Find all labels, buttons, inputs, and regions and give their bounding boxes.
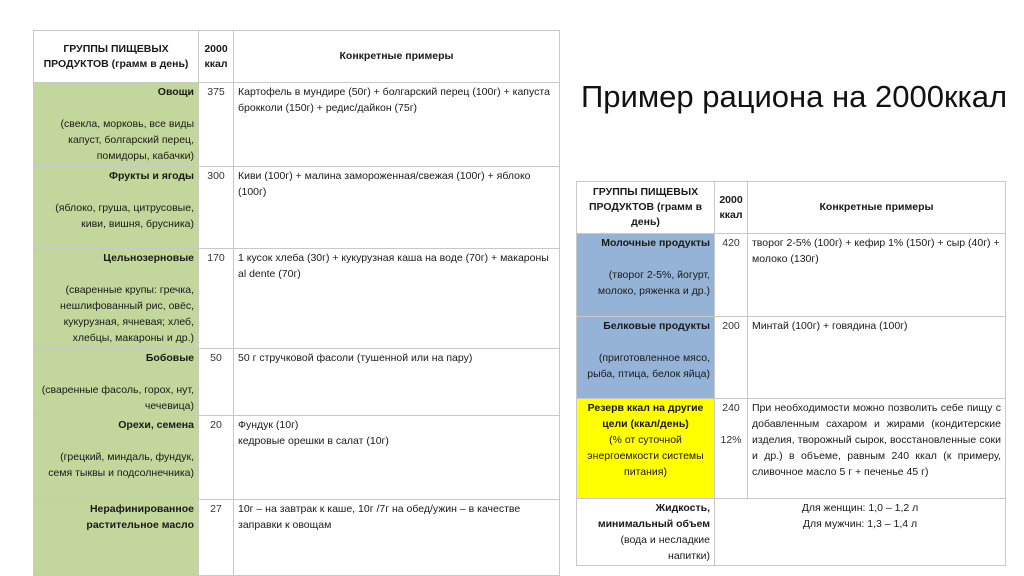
group-note: (сваренные крупы: гречка, нешлифованный рис, овёс, кукурузная, ячневая; хлеб, хлебцы, макароны и др.) <box>60 284 194 344</box>
slide-title: Пример рациона на 2000ккал <box>581 79 1008 114</box>
table-row <box>577 234 1006 317</box>
table-row <box>34 349 560 416</box>
example-cell <box>234 416 560 500</box>
group-note: (яблоко, груша, цитрусовые, киви, вишня, брусника) <box>55 202 194 230</box>
kcal-cell: 20 <box>199 416 234 500</box>
header-kcal: 2000 ккал <box>715 182 748 234</box>
group-name: Молочные продукты <box>601 237 710 249</box>
kcal-cell: 50 <box>199 349 234 416</box>
table-row <box>34 500 560 576</box>
header-kcal: 2000 ккал <box>199 31 234 83</box>
group-name: Жидкость, минимальный объем <box>597 502 710 530</box>
group-cell <box>577 317 715 399</box>
group-cell <box>34 416 199 500</box>
kcal-value: 240 <box>722 402 740 414</box>
example-line: Для женщин: 1,0 – 1,2 л <box>801 502 919 514</box>
group-name: Цельнозерновые <box>103 252 194 264</box>
example-line: Фундук (10г) <box>238 419 299 431</box>
group-cell <box>577 499 715 566</box>
header-groups: ГРУППЫ ПИЩЕВЫХ ПРОДУКТОВ (грамм в день) <box>577 182 715 234</box>
kcal-cell: 375 <box>199 83 234 167</box>
group-note: (свекла, морковь, все виды капуст, болгарский перец, помидоры, кабачки) <box>60 118 194 162</box>
group-note: (вода и несладкие напитки) <box>620 534 710 562</box>
group-name: Белковые продукты <box>603 320 710 332</box>
kcal-cell: 200 <box>715 317 748 399</box>
table-row <box>577 499 1006 566</box>
table-row <box>34 249 560 349</box>
group-cell <box>577 234 715 317</box>
header-groups: ГРУППЫ ПИЩЕВЫХ ПРОДУКТОВ (грамм в день) <box>34 31 199 83</box>
kcal-cell: 27 <box>199 500 234 576</box>
table-header-row <box>577 182 1006 234</box>
group-name: Резерв ккал на другие цели (ккал/день) <box>587 402 704 430</box>
kcal-cell: 300 <box>199 167 234 249</box>
example-cell <box>715 499 1006 566</box>
header-examples: Конкретные примеры <box>234 31 560 83</box>
table-row <box>34 416 560 500</box>
diet-table-left <box>33 30 560 576</box>
example-cell: 1 кусок хлеба (30г) + кукурузная каша на воде (70г) + макароны al dente (70г) <box>234 249 560 349</box>
example-cell: Киви (100г) + малина замороженная/свежая (100г) + яблоко (100г) <box>234 167 560 249</box>
group-cell <box>34 500 199 576</box>
example-cell: При необходимости можно позволить себе пищу с добавленным сахаром и жирами (кондитерские изделия, творожный сырок, восстановленные соки и др.) в объеме, равным 240 ккал (к примеру, сливочное масло 5 г + печенье 45 г) <box>748 399 1006 499</box>
table-row <box>34 167 560 249</box>
example-line: Для мужчин: 1,3 – 1,4 л <box>802 518 918 530</box>
group-name: Орехи, семена <box>118 419 194 431</box>
diet-table-right <box>576 181 1006 566</box>
table-row <box>34 83 560 167</box>
group-cell <box>34 249 199 349</box>
kcal-percent: 12% <box>720 434 742 446</box>
group-name: Бобовые <box>145 352 194 364</box>
group-name: Фрукты и ягоды <box>109 170 194 182</box>
example-line: кедровые орешки в салат (10г) <box>238 435 389 447</box>
group-note: (% от суточной энергоемкости системы питания) <box>587 434 704 478</box>
example-cell: 10г – на завтрак к каше, 10г /7г на обед/ужин – в качестве заправки к овощам <box>234 500 560 576</box>
group-cell <box>34 167 199 249</box>
header-examples: Конкретные примеры <box>748 182 1006 234</box>
example-cell: творог 2-5% (100г) + кефир 1% (150г) + сыр (40г) + молоко (130г) <box>748 234 1006 317</box>
group-cell <box>34 349 199 416</box>
group-cell <box>34 83 199 167</box>
table-row <box>577 399 1006 499</box>
kcal-cell: 170 <box>199 249 234 349</box>
group-name: Овощи <box>157 86 194 98</box>
example-cell: 50 г стручковой фасоли (тушенной или на пару) <box>234 349 560 416</box>
example-cell: Минтай (100г) + говядина (100г) <box>748 317 1006 399</box>
group-note: (приготовленное мясо, рыба, птица, белок яйца) <box>587 352 710 380</box>
table-header-row <box>34 31 560 83</box>
group-note: (сваренные фасоль, горох, нут, чечевица) <box>41 384 194 412</box>
kcal-cell: 420 <box>715 234 748 317</box>
group-name: Нерафинированное растительное масло <box>86 503 194 531</box>
table-row <box>577 317 1006 399</box>
group-note: (грецкий, миндаль, фундук, семя тыквы и подсолнечника) <box>48 451 194 479</box>
group-cell <box>577 399 715 499</box>
group-note: (творог 2-5%, йогурт, молоко, ряженка и др.) <box>597 269 710 297</box>
example-cell: Картофель в мундире (50г) + болгарский перец (100г) + капуста брокколи (150г) + редис/дайкон (75г) <box>234 83 560 167</box>
kcal-cell <box>715 399 748 499</box>
